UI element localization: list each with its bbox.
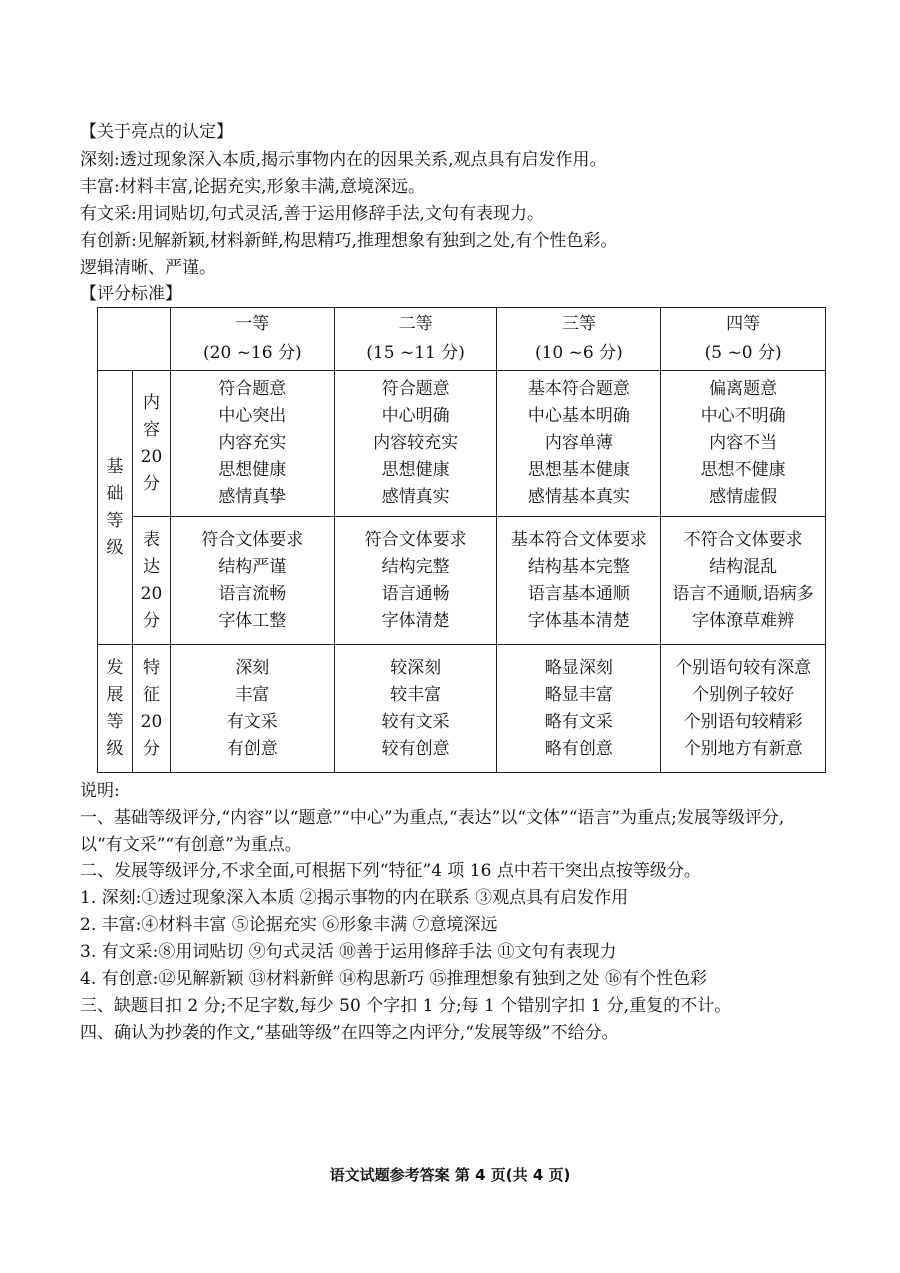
note-line: 一、基础等级评分,“内容”以“题意”“中心”为重点,“表达”以“文体”“语言”为重点;发展等级评分, xyxy=(80,808,785,828)
dev-level-label: 发 展 等 级 xyxy=(98,645,133,773)
expression-cell: 符合文体要求 结构严谨 语言流畅 字体工整 xyxy=(170,517,334,645)
highlights-heading: 【关于亮点的认定】 xyxy=(80,122,233,142)
expression-row xyxy=(98,517,826,645)
page-footer: 语文试题参考答案 第 4 页(共 4 页) xyxy=(329,1166,571,1184)
note-line: 三、缺题目扣 2 分;不足字数,每少 50 个字扣 1 分;每 1 个错别字扣 1 分,重复的不计。 xyxy=(80,996,732,1016)
basic-level-label: 基 础 等 级 xyxy=(98,371,133,645)
grade-header: 一等 (20 ~16 分) xyxy=(170,308,334,371)
highlight-item: 有文采:用词贴切,句式灵活,善于运用修辞手法,文句有表现力。 xyxy=(80,204,544,224)
feature-cell: 个别语句较有深意 个别例子较好 个别语句较精彩 个别地方有新意 xyxy=(661,645,826,773)
expression-label: 表 达 20 分 xyxy=(132,517,170,645)
content-cell: 符合题意 中心突出 内容充实 思想健康 感情真挚 xyxy=(170,371,334,517)
highlight-item: 深刻:透过现象深入本质,揭示事物内在的因果关系,观点具有启发作用。 xyxy=(80,150,607,170)
feature-cell: 深刻 丰富 有文采 有创意 xyxy=(170,645,334,773)
note-line: 1. 深刻:①透过现象深入本质 ②揭示事物的内在联系 ③观点具有启发作用 xyxy=(80,888,629,908)
highlight-item: 丰富:材料丰富,论据充实,形象丰满,意境深远。 xyxy=(80,177,425,197)
note-line: 以“有文采”“有创意”为重点。 xyxy=(80,835,302,855)
feature-label: 特 征 20 分 xyxy=(132,645,170,773)
grade-header: 二等 (15 ~11 分) xyxy=(334,308,497,371)
note-line: 2. 丰富:④材料丰富 ⑤论据充实 ⑥形象丰满 ⑦意境深远 xyxy=(80,915,498,935)
expression-cell: 不符合文体要求 结构混乱 语言不通顺,语病多 字体潦草难辨 xyxy=(661,517,826,645)
content-label: 内 容 20 分 xyxy=(132,371,170,517)
feature-row xyxy=(98,645,826,773)
expression-cell: 基本符合文体要求 结构基本完整 语言基本通顺 字体基本清楚 xyxy=(497,517,661,645)
expression-cell: 符合文体要求 结构完整 语言通畅 字体清楚 xyxy=(334,517,497,645)
highlight-item: 逻辑清晰、严谨。 xyxy=(80,258,216,278)
content-cell: 符合题意 中心明确 内容较充实 思想健康 感情真实 xyxy=(334,371,497,517)
criteria-heading: 【评分标准】 xyxy=(80,284,182,304)
grade-header: 四等 (5 ~0 分) xyxy=(661,308,826,371)
notes-title: 说明: xyxy=(80,781,120,801)
grade-header: 三等 (10 ~6 分) xyxy=(497,308,661,371)
content-cell: 偏离题意 中心不明确 内容不当 思想不健康 感情虚假 xyxy=(661,371,826,517)
grading-table xyxy=(97,307,826,773)
note-line: 4. 有创意:⑫见解新颖 ⑬材料新鲜 ⑭构思新巧 ⑮推理想象有独到之处 ⑯有个性色彩 xyxy=(80,969,707,989)
highlight-item: 有创新:见解新颖,材料新鲜,构思精巧,推理想象有独到之处,有个性色彩。 xyxy=(80,231,618,251)
note-line: 3. 有文采:⑧用词贴切 ⑨句式灵活 ⑩善于运用修辞手法 ⑪文句有表现力 xyxy=(80,942,617,962)
note-line: 四、确认为抄袭的作文,“基础等级”在四等之内评分,“发展等级”不给分。 xyxy=(80,1023,619,1043)
feature-cell: 略显深刻 略显丰富 略有文采 略有创意 xyxy=(497,645,661,773)
feature-cell: 较深刻 较丰富 较有文采 较有创意 xyxy=(334,645,497,773)
content-cell: 基本符合题意 中心基本明确 内容单薄 思想基本健康 感情基本真实 xyxy=(497,371,661,517)
content-row xyxy=(98,371,826,517)
header-row xyxy=(98,308,826,371)
note-line: 二、发展等级评分,不求全面,可根据下列“特征”4 项 16 点中若干突出点按等级分。 xyxy=(80,861,701,881)
corner-cell xyxy=(98,308,171,371)
